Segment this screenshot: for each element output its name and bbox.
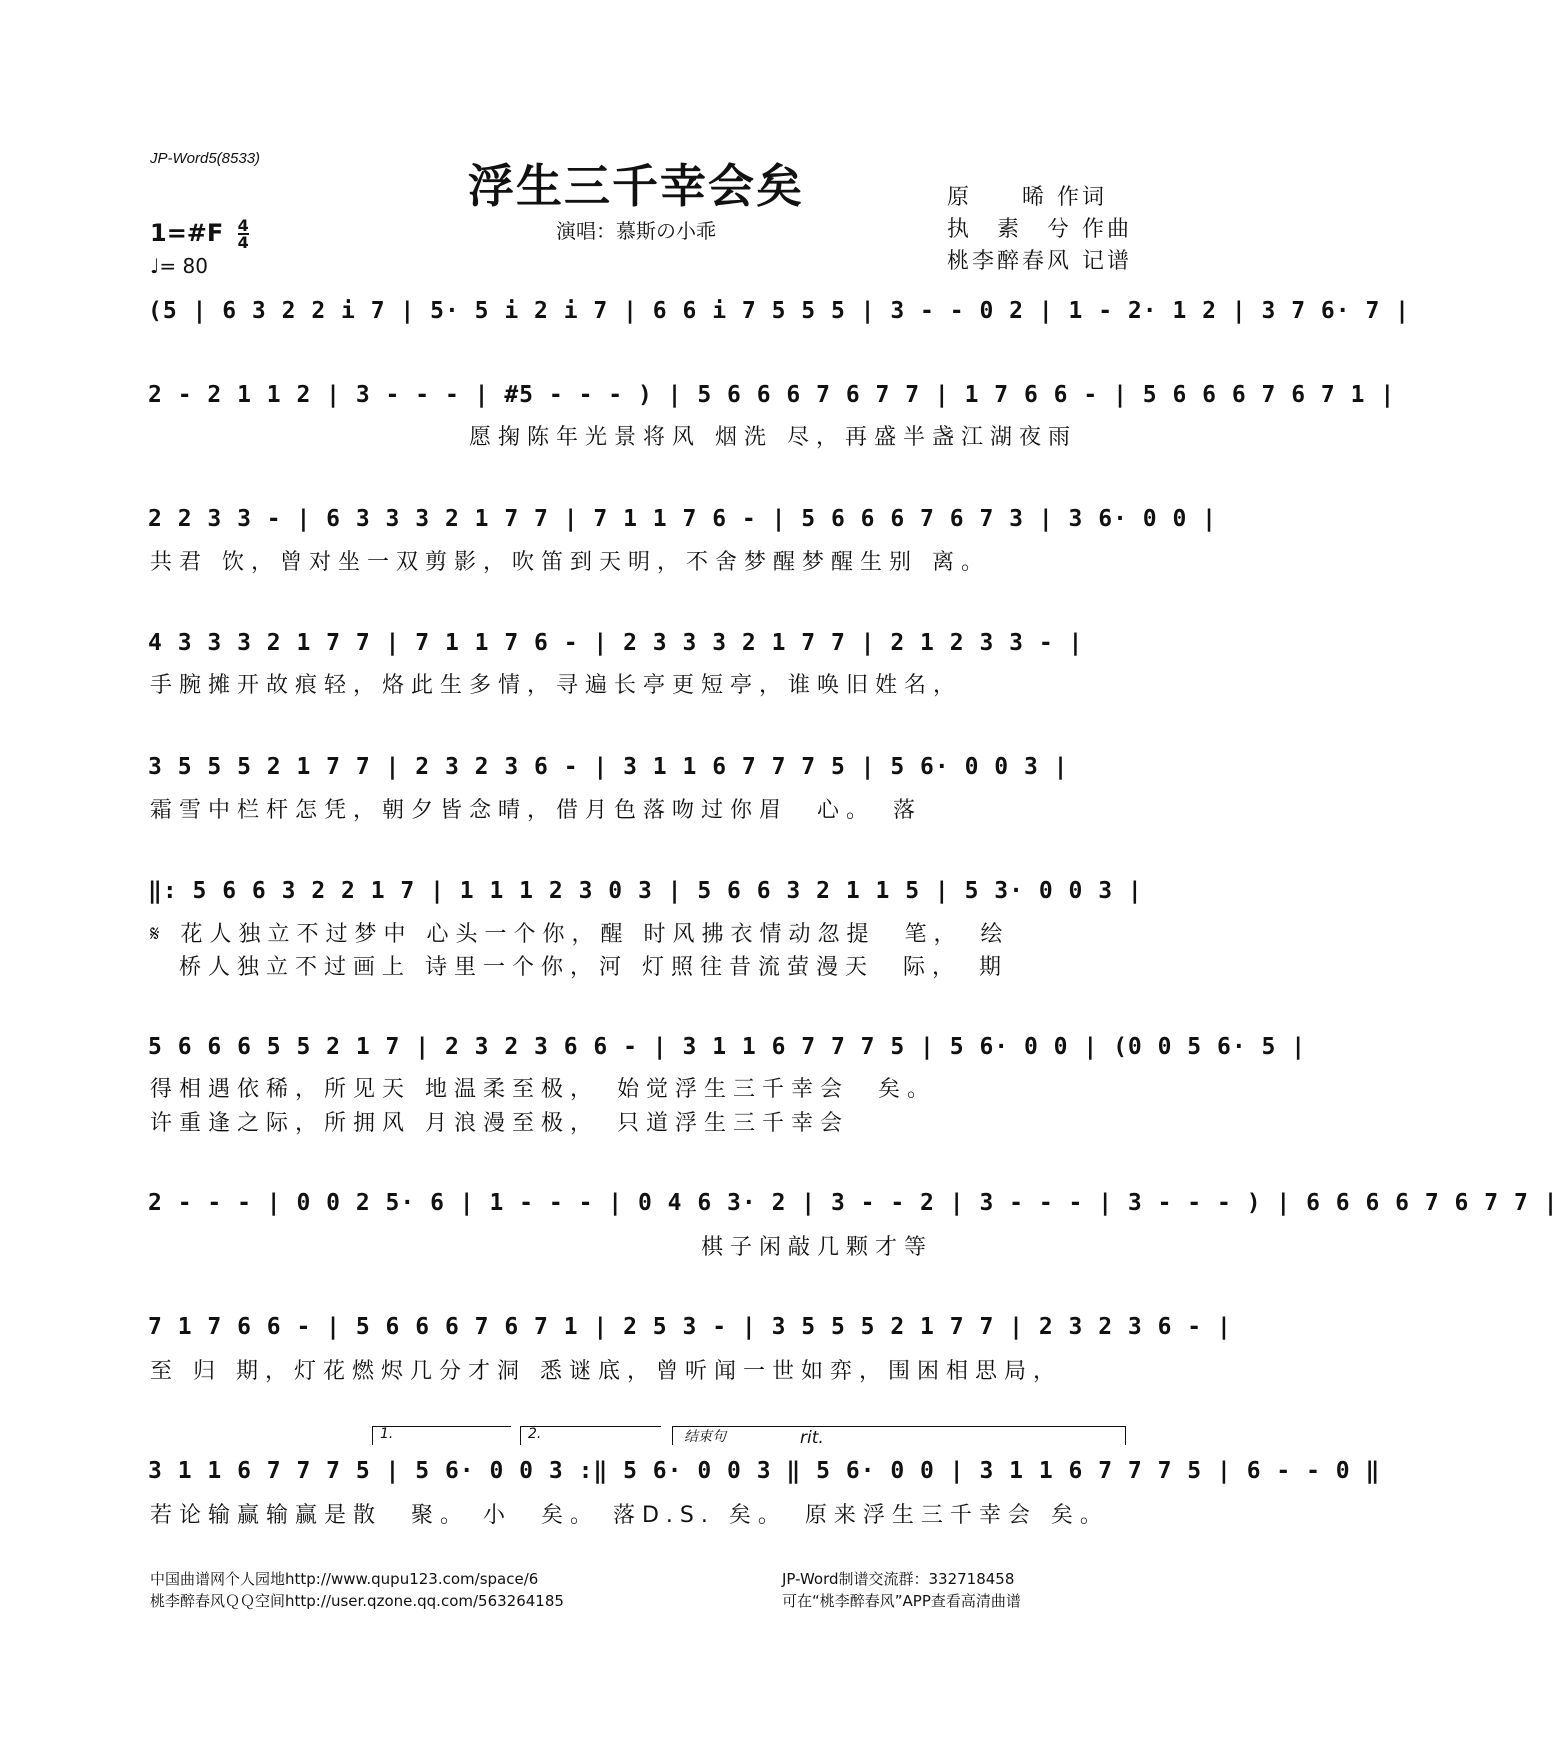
footer-link-qupu: 中国曲谱网个人园地http://www.qupu123.com/space/6 (150, 1570, 539, 1588)
time-denominator: 4 (237, 233, 249, 252)
lyric-line-6a: 𝄋 花人独立不过梦中 心头一个你，醒 时风拂衣情动忽提 笔， 绘 (150, 922, 1010, 947)
ending-label-2: 2. (528, 1426, 542, 1442)
time-numerator: 4 (237, 216, 249, 235)
notation-line-1: (5 | 6 3 2 2 i 7 | 5· 5 i 2 i 7 | 6 6 i 7 5 5 5 | 3 - - 0 2 | 1 - 2· 1 2 | 3 7 6· 7 | (148, 298, 1411, 324)
composer-credit: 执 素 兮 作曲 (947, 217, 1132, 242)
notation-line-3: 2 2 3 3 - | 6 3 3 3 2 1 7 7 | 7 1 1 7 6 - | 5 6 6 6 7 6 7 3 | 3 6· 0 0 | (148, 506, 1217, 532)
lyric-line-6b: 桥人独立不过画上 诗里一个你，河 灯照往昔流萤漫天 际， 期 (150, 955, 1008, 980)
footer-app-info: 可在“桃李醉春风”APP查看高清曲谱 (782, 1592, 1021, 1610)
credits-block (947, 182, 1132, 278)
lyric-line-10: 若论输赢输赢是散 聚。 小 矣。 落D.S. 矣。 原来浮生三千幸会 矣。 (150, 1503, 1109, 1528)
notation-line-6: ‖: 5 6 6 3 2 2 1 7 | 1 1 1 2 3 0 3 | 5 6 6 3 2 1 1 5 | 5 3· 0 0 3 | (148, 878, 1143, 904)
lyric-line-2: 愿掬陈年光景将风 烟洗 尽，再盛半盏江湖夜雨 (150, 425, 1077, 450)
time-signature (238, 218, 249, 250)
notation-line-9: 7 1 7 6 6 - | 5 6 6 6 7 6 7 1 | 2 5 3 - | 3 5 5 5 2 1 7 7 | 2 3 2 3 6 - | (148, 1314, 1232, 1340)
key-signature (150, 218, 249, 250)
coda-label: 结束句 (684, 1429, 726, 1445)
notation-line-8: 2 - - - | 0 0 2 5· 6 | 1 - - - | 0 4 6 3· 2 | 3 - - 2 | 3 - - - | 3 - - - ) | 6 6 6 6 7 6 7 7 | (148, 1190, 1558, 1216)
footer-link-qzone: 桃李醉春风ＱＱ空间http://user.qzone.qq.com/563264185 (150, 1592, 564, 1610)
notation-line-4: 4 3 3 3 2 1 7 7 | 7 1 1 7 6 - | 2 3 3 3 2 1 7 7 | 2 1 2 3 3 - | (148, 630, 1084, 656)
lyric-line-4: 手腕摊开故痕轻，烙此生多情，寻遍长亭更短亭，谁唤旧姓名， (150, 673, 963, 698)
notation-line-2: 2 - 2 1 1 2 | 3 - - - | #5 - - - ) | 5 6 6 6 7 6 7 7 | 1 7 6 6 - | 5 6 6 6 7 6 7 1 | (148, 382, 1396, 408)
notation-line-7: 5 6 6 6 5 5 2 1 7 | 2 3 2 3 6 6 - | 3 1 1 6 7 7 7 5 | 5 6· 0 0 | (0 0 5 6· 5 | (148, 1034, 1307, 1060)
source-label: JP-Word5(8533) (150, 150, 261, 167)
lyric-line-5: 霜雪中栏杆怎凭，朝夕皆念晴，借月色落吻过你眉 心。 落 (150, 798, 923, 823)
lyric-line-7a: 得相遇依稀，所见天 地温柔至极， 始觉浮生三千幸会 矣。 (150, 1077, 936, 1102)
lyric-line-3: 共君 饮，曾对坐一双剪影，吹笛到天明，不舍梦醒梦醒生别 离。 (150, 550, 990, 575)
tempo-marking: ♩= 80 (150, 254, 208, 278)
ending-label-1: 1. (380, 1426, 394, 1442)
key-label: 1=#F (150, 219, 224, 247)
singer-credit: 演唱：慕斯の小乖 (556, 219, 716, 243)
lyric-line-8: 棋子闲敲几颗才等 (150, 1235, 934, 1260)
footer-right (782, 1568, 1021, 1612)
lyricist-credit: 原 晞 作词 (947, 185, 1107, 210)
footer-left (150, 1568, 564, 1612)
lyric-line-7b: 许重逢之际，所拥风 月浪漫至极， 只道浮生三千幸会 (150, 1111, 849, 1136)
song-title: 浮生三千幸会矣 (468, 159, 804, 213)
notation-line-5: 3 5 5 5 2 1 7 7 | 2 3 2 3 6 - | 3 1 1 6 7 7 7 5 | 5 6· 0 0 3 | (148, 754, 1069, 780)
coda-bracket (672, 1426, 1126, 1445)
notation-line-10: 3 1 1 6 7 7 7 5 | 5 6· 0 0 3 :‖ 5 6· 0 0 3 ‖ 5 6· 0 0 | 3 1 1 6 7 7 7 5 | 6 - - 0 ‖ (148, 1458, 1381, 1484)
transcriber-credit: 桃李醉春风 记谱 (947, 249, 1132, 274)
lyric-line-9: 至 归 期，灯花燃烬几分才洞 悉谜底，曾听闻一世如弈，围困相思局， (150, 1359, 1062, 1384)
footer-group-info: JP-Word制谱交流群：332718458 (782, 1570, 1015, 1588)
rit-marking: rit. (800, 1428, 824, 1448)
